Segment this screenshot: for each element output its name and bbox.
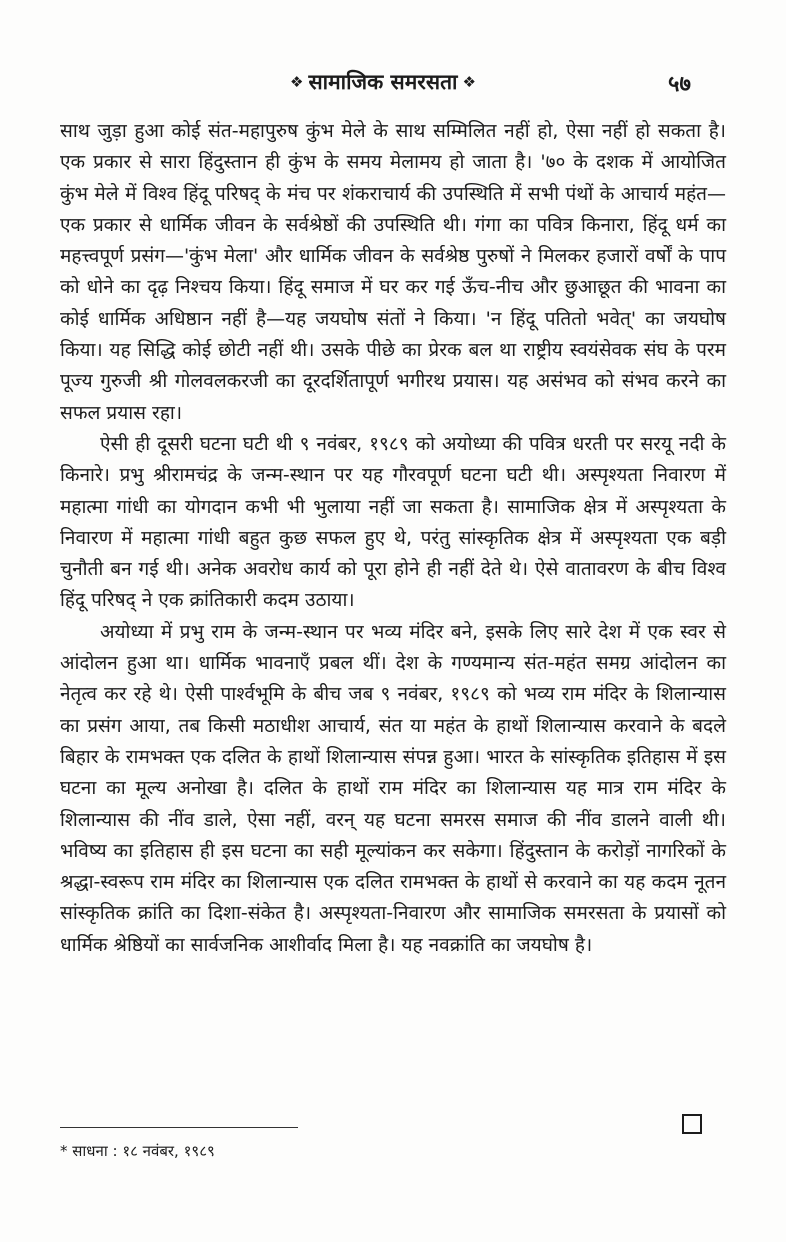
chapter-title	[285, 68, 481, 96]
running-header	[0, 68, 786, 102]
footnote-divider	[60, 1127, 298, 1128]
body-text	[60, 116, 726, 961]
paragraph-2: ऐसी ही दूसरी घटना घटी थी ९ नवंबर, १९८९ को अयोध्या की पवित्र धरती पर सरयू नदी के किनारे। प्रभु श्रीरामचंद्र के जन्म-स्थान पर यह गौरवपूर्ण घटना घटी थी। अस्पृश्यता निवारण में महात्मा गांधी का योगदान कभी भी भुलाया नहीं जा सकता है। सामाजिक क्षेत्र में अस्पृश्यता के निवारण में महात्मा गांधी बहुत कुछ सफल हुए थे, परंतु सांस्कृतिक क्षेत्र में अस्पृश्यता एक बड़ी चुनौती बन गई थी। अनेक अवरोध कार्य को पूरा होने ही नहीं देते थे। ऐसे वातावरण के बीच विश्व हिंदू परिषद् ने एक क्रांतिकारी कदम उठाया।	[60, 432, 726, 612]
paragraph-3: अयोध्या में प्रभु राम के जन्म-स्थान पर भव्य मंदिर बने, इसके लिए सारे देश में एक स्वर से आंदोलन हुआ था। धार्मिक भावनाएँ प्रबल थीं। देश के गण्यमान्य संत-महंत समग्र आंदोलन का नेतृत्व कर रहे थे। ऐसी पार्श्वभूमि के बीच जब ९ नवंबर, १९८९ को भव्य राम मंदिर के शिलान्यास का प्रसंग आया, तब किसी मठाधीश आचार्य, संत या महंत के हाथों शिलान्यास करवाने के बदले बिहार के रामभक्त एक दलित के हाथों शिलान्यास संपन्न हुआ। भारत के सांस्कृतिक इतिहास में इस घटना का मूल्य अनोखा है। दलित के हाथों राम मंदिर का शिलान्यास यह मात्र राम मंदिर के शिलान्यास की नींव डाले, ऐसा नहीं, वरन् यह घटना समरस समाज की नींव डालने वाली थी। भविष्य का इतिहास ही इस घटना का सही मूल्यांकन कर सकेगा। हिंदुस्तान के करोड़ों नागरिकों के श्रद्धा-स्वरूप राम मंदिर का शिलान्यास एक दलित रामभक्त के हाथों से करवाने का यह कदम नूतन सांस्कृतिक क्रांति का दिशा-संकेत है। अस्पृश्यता-निवारण और सामाजिक समरसता के प्रयासों को धार्मिक श्रेष्ठियों का सार्वजनिक आशीर्वाद मिला है। यह नवक्रांति का जयघोष है।	[60, 620, 727, 956]
chapter-title-text: सामाजिक समरसता	[308, 70, 458, 94]
footnote: * साधना : १८ नवंबर, १९८९	[60, 1142, 215, 1160]
paragraph-1: साथ जुड़ा हुआ कोई संत-महापुरुष कुंभ मेले के साथ सम्मिलित नहीं हो, ऐसा नहीं हो सकता है। एक प्रकार से सारा हिंदुस्तान ही कुंभ के समय मेलामय हो जाता है। '७० के दशक में आयोजित कुंभ मेले में विश्व हिंदू परिषद् के मंच पर शंकराचार्य की उपस्थिति में सभी पंथों के आचार्य महंत—एक प्रकार से धार्मिक जीवन के सर्वश्रेष्ठों की उपस्थिति थी। गंगा का पवित्र किनारा, हिंदू धर्म का महत्त्वपूर्ण प्रसंग—'कुंभ मेला' और धार्मिक जीवन के सर्वश्रेष्ठ पुरुषों ने मिलकर हजारों वर्षों के पाप को धोने का दृढ़ निश्चय किया। हिंदू समाज में घर कर गई ऊँच-नीच और छुआछूत की भावना का कोई धार्मिक अधिष्ठान नहीं है—यह जयघोष संतों ने किया। 'न हिंदू पतितो भवेत्' का जयघोष किया। यह सिद्धि कोई छोटी नहीं थी। उसके पीछे का प्रेरक बल था राष्ट्रीय स्वयंसेवक संघ के परम पूज्य गुरुजी श्री गोलवलकरजी का दूरदर्शितापूर्ण भगीरथ प्रयास। यह असंभव को संभव करने का सफल प्रयास रहा।	[60, 120, 726, 424]
ornament-left-icon: ❖	[290, 73, 304, 91]
end-of-section-square-icon	[682, 1114, 702, 1134]
ornament-right-icon: ❖	[462, 73, 476, 91]
page-number: ५७	[668, 72, 691, 97]
